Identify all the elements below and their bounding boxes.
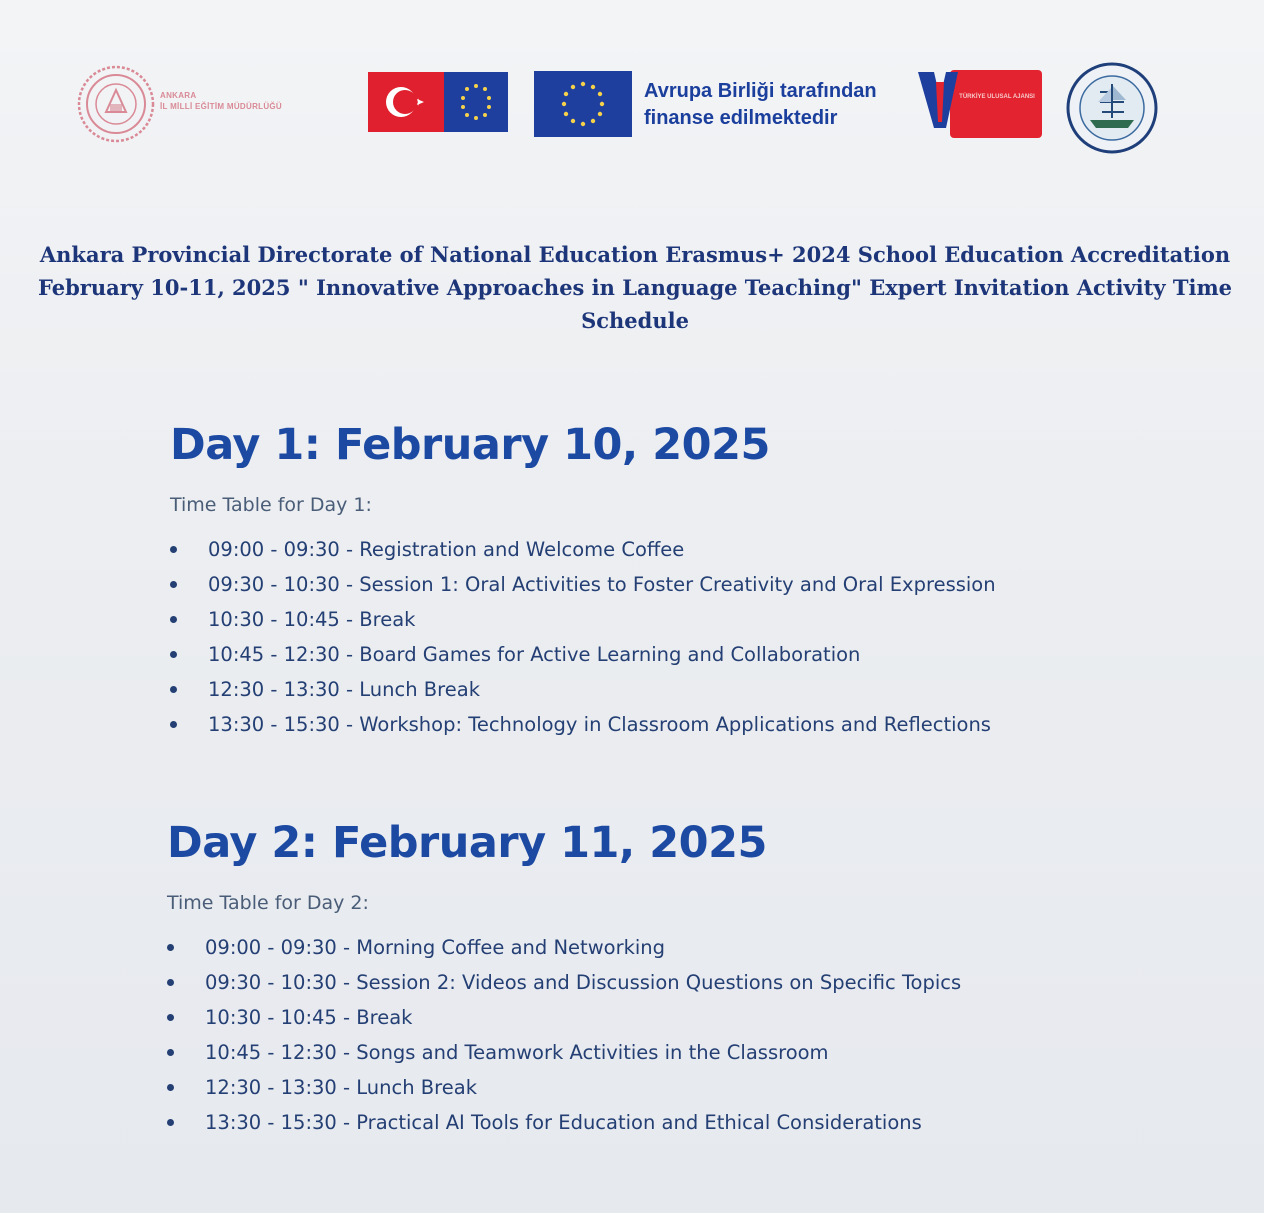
bullet-icon: [170, 546, 177, 553]
title-line3: Schedule: [581, 308, 689, 333]
day-2-subtitle: Time Table for Day 2:: [167, 892, 369, 914]
meb-logo-text-line2: İL MİLLİ EĞİTİM MÜDÜRLÜĞÜ: [160, 102, 283, 111]
schedule-item-text: 10:30 - 10:45 - Break: [205, 1006, 413, 1029]
eu-flag-icon: [534, 71, 632, 137]
schedule-item: [170, 602, 1170, 637]
day-1-heading: Day 1: February 10, 2025: [170, 420, 770, 470]
turkey-eu-flags-logo: [368, 72, 508, 132]
schedule-item-text: 10:45 - 12:30 - Songs and Teamwork Activities in the Classroom: [205, 1041, 829, 1064]
schedule-item: [167, 1070, 1167, 1105]
schedule-item-text: 09:00 - 09:30 - Morning Coffee and Networking: [205, 936, 666, 959]
schedule-item-text: 13:30 - 15:30 - Workshop: Technology in Classroom Applications and Reflections: [208, 713, 991, 736]
schedule-item-text: 10:30 - 10:45 - Break: [208, 608, 416, 631]
bullet-icon: [170, 581, 177, 588]
bullet-icon: [167, 1049, 174, 1056]
schedule-item: [170, 637, 1170, 672]
day-1-schedule-list: [170, 532, 1170, 742]
document-title: [30, 238, 1240, 337]
schedule-item: [167, 1035, 1167, 1070]
national-agency-logo-text: TÜRKİYE ULUSAL AJANSI: [959, 94, 1035, 100]
schedule-item: [167, 965, 1167, 1000]
title-line1: Ankara Provincial Directorate of National Education Erasmus+ 2024 School Education Accreditation: [39, 242, 1231, 267]
meb-logo-text-line1: ANKARA: [160, 91, 197, 100]
day-2-section: [167, 818, 1167, 1140]
bullet-icon: [167, 1014, 174, 1021]
bullet-icon: [170, 721, 177, 728]
day-1-section: [170, 420, 1170, 742]
bullet-icon: [167, 979, 174, 986]
schedule-item: [167, 1105, 1167, 1140]
bullet-icon: [170, 686, 177, 693]
schedule-item-text: 12:30 - 13:30 - Lunch Break: [205, 1076, 477, 1099]
school-logo: [1066, 62, 1158, 154]
schedule-item-text: 12:30 - 13:30 - Lunch Break: [208, 678, 480, 701]
schedule-item: [167, 930, 1167, 965]
schedule-item-text: 10:45 - 12:30 - Board Games for Active Learning and Collaboration: [208, 643, 861, 666]
bullet-icon: [170, 616, 177, 623]
bullet-icon: [167, 1084, 174, 1091]
title-line2: February 10-11, 2025 " Innovative Approaches in Language Teaching" Expert Invitation Activity Time: [37, 275, 1233, 300]
schedule-item-text: 13:30 - 15:30 - Practical AI Tools for Education and Ethical Considerations: [205, 1111, 922, 1134]
national-agency-logo: [918, 68, 1042, 140]
schedule-item: [170, 672, 1170, 707]
schedule-item-text: 09:00 - 09:30 - Registration and Welcome Coffee: [208, 538, 685, 561]
meb-logo: [76, 64, 156, 144]
day-2-heading: Day 2: February 11, 2025: [167, 818, 767, 868]
logo-strip: [0, 0, 1264, 170]
bullet-icon: [167, 944, 174, 951]
schedule-item: [167, 1000, 1167, 1035]
bullet-icon: [170, 651, 177, 658]
schedule-item: [170, 567, 1170, 602]
meb-logo-text: [160, 90, 282, 112]
schedule-item: [170, 532, 1170, 567]
day-1-subtitle: Time Table for Day 1:: [170, 494, 372, 516]
schedule-item: [170, 707, 1170, 742]
eu-funding-line2: finanse edilmektedir: [644, 107, 838, 129]
schedule-item-text: 09:30 - 10:30 - Session 1: Oral Activities to Foster Creativity and Oral Expression: [208, 573, 996, 596]
day-2-schedule-list: [167, 930, 1167, 1140]
eu-funding-line1: Avrupa Birliği tarafından: [644, 80, 877, 102]
schedule-item-text: 09:30 - 10:30 - Session 2: Videos and Discussion Questions on Specific Topics: [205, 971, 962, 994]
eu-funding-statement: [644, 78, 877, 132]
bullet-icon: [167, 1119, 174, 1126]
